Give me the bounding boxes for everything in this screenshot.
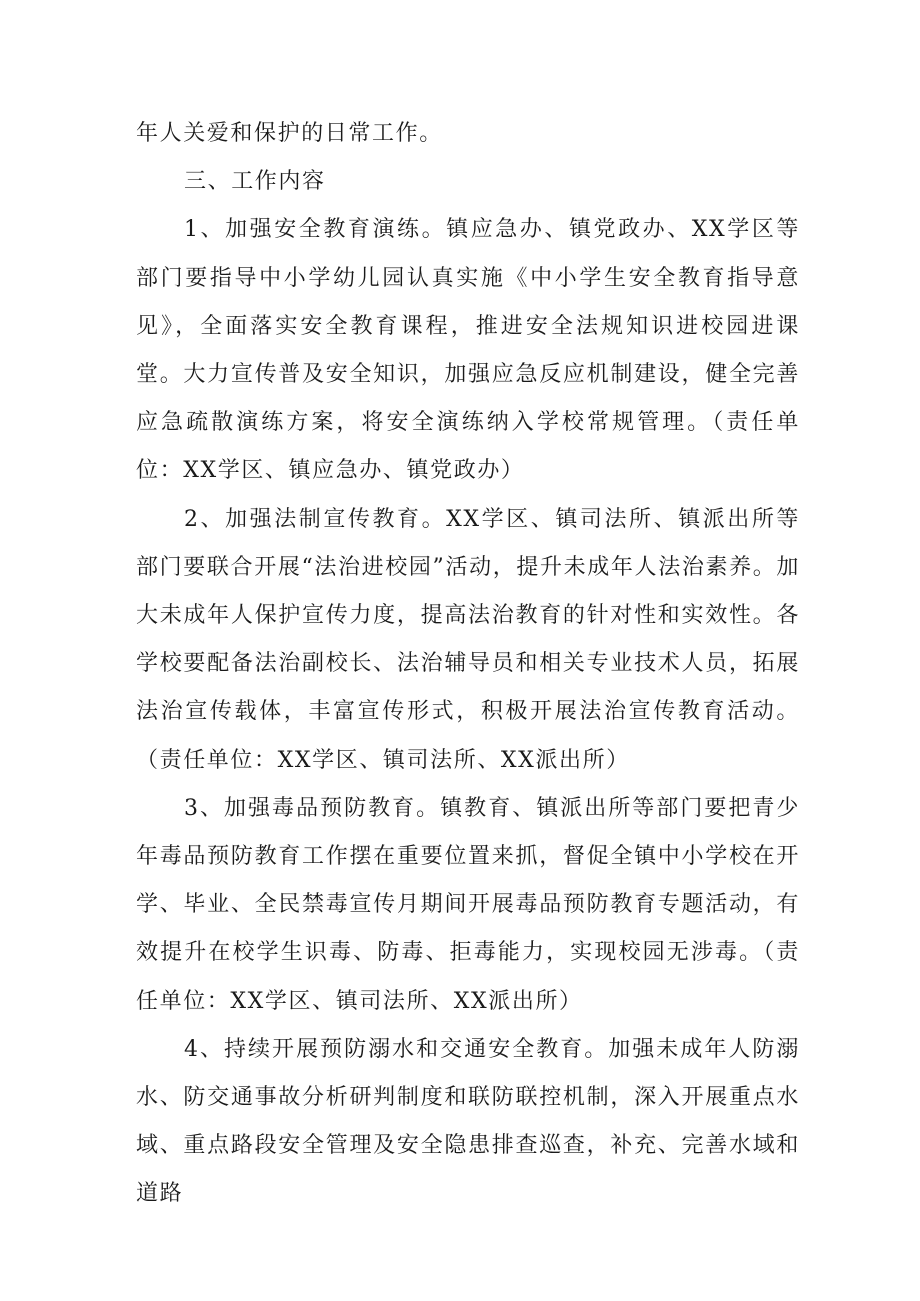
paragraph-item-2: 2、加强法制宣传教育。XX学区、镇司法所、镇派出所等部门要联合开展“法治进校园”活动，提升未成年人法治素养。加大未成年人保护宣传力度，提高法治教育的针对性和实效性。各学校要配备法治副校长、法治辅导员和相关专业技术人员，拓展法治宣传载体，丰富宣传形式，积极开展法治宣传教育活动。（责任单位：XX学区、镇司法所、XX派出所） — [136, 506, 800, 773]
document-body — [136, 110, 800, 1219]
paragraph-item-1: 1、加强安全教育演练。镇应急办、镇党政办、XX学区等部门要指导中小学幼儿园认真实施《中小学生安全教育指导意见》，全面落实安全教育课程，推进安全法规知识进校园进课堂。大力宣传普及安全知识，加强应急反应机制建设，健全完善应急疏散演练方案，将安全演练纳入学校常规管理。（责任单位：XX学区、镇应急办、镇党政办） — [136, 217, 800, 484]
paragraph-item-3: 3、加强毒品预防教育。镇教育、镇派出所等部门要把青少年毒品预防教育工作摆在重要位置来抓，督促全镇中小学校在开学、毕业、全民禁毒宣传月期间开展毒品预防教育专题活动，有效提升在校学生识毒、防毒、拒毒能力，实现校园无涉毒。（责任单位：XX学区、镇司法所、XX派出所） — [136, 795, 800, 1014]
paragraph-item-4: 4、持续开展预防溺水和交通安全教育。加强未成年人防溺水、防交通事故分析研判制度和联防联控机制，深入开展重点水域、重点路段安全管理及安全隐患排查巡查，补充、完善水域和道路 — [136, 1036, 800, 1207]
section-heading: 三、工作内容 — [184, 169, 326, 195]
paragraph-continuation: 年人关爱和保护的日常工作。 — [136, 121, 443, 146]
